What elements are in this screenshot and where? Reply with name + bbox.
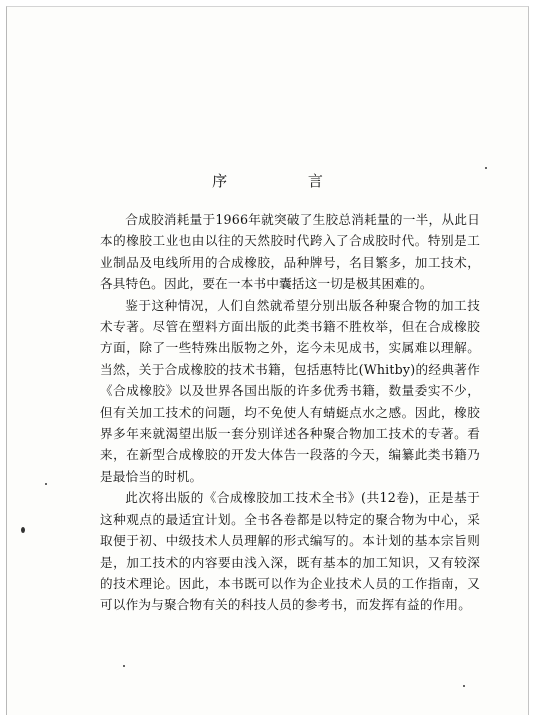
page-title: 序 言 (212, 172, 361, 190)
scan-speck (21, 527, 25, 533)
scan-speck (123, 665, 125, 667)
paragraph-3: 此次将出版的《合成橡胶加工技术全书》(共12卷)，正是基于这种观点的最适宜计划。全书各卷都是以特定的聚合物为中心，采取便于初、中级技术人员理解的形式编写的。本计划的基本宗旨则是，加工技术的内容要由浅入深，既有基本的加工知识，又有较深的技术理论。因此，本书既可以作为企业技术人员的工作指南，又可以作为与聚合物有关的科技人员的参考书，而发挥有益的作用。 (100, 490, 480, 613)
preface-body (100, 209, 480, 616)
scan-speck (485, 167, 487, 169)
paragraph-2: 鉴于这种情况，人们自然就希望分别出版各种聚合物的加工技术专著。尽管在塑料方面出版的此类书籍不胜枚举，但在合成橡胶方面，除了一些特殊出版物之外，迄今未见成书，实属难以理解。当然，关于合成橡胶的技术书籍，包括惠特比(Whitby)的经典著作《合成橡胶》以及世界各国出版的许多优秀书籍，数量委实不少，但有关加工技术的问题，均不免使人有蜻蜓点水之感。因此，橡胶界多年来就渴望出版一套分别详述各种聚合物加工技术的专著。看来，在新型合成橡胶的开发大体告一段落的今天，编纂此类书籍乃是最恰当的时机。 (100, 297, 480, 484)
scan-speck (45, 483, 47, 485)
book-page (6, 6, 529, 715)
scan-speck (463, 685, 465, 687)
paragraph-1: 合成胶消耗量于1966年就突破了生胶总消耗量的一半，从此日本的橡胶工业也由以往的天然胶时代跨入了合成胶时代。特别是工业制品及电线所用的合成橡胶，品种牌号，名目繁多，加工技术，各具特色。因此，要在一本书中囊括这一切是极其困难的。 (100, 212, 480, 292)
